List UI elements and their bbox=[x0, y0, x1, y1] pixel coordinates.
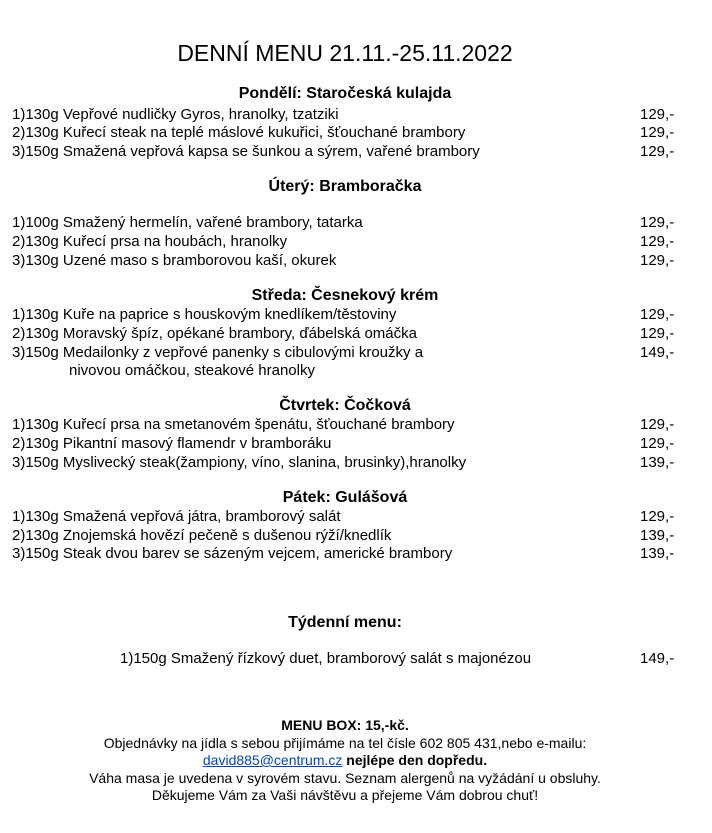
menu-item: 3)150g Medailonky z vepřové panenky s cibulovými kroužky a bbox=[12, 344, 424, 361]
email-note: nejlépe den dopředu. bbox=[342, 752, 488, 768]
menu-item: 2)130g Kuřecí steak na teplé máslové kukuřici, šťouchané brambory bbox=[12, 124, 466, 141]
menu-item: 1)130g Vepřové nudličky Gyros, hranolky, tzatziki bbox=[12, 106, 339, 123]
menu-item-price: 139,- bbox=[640, 545, 675, 562]
thanks-note: Děkujeme Vám za Vaši návštěvu a přejeme Vám dobrou chuť! bbox=[151, 787, 539, 803]
menu-item: 1)100g Smažený hermelín, vařené brambory, tatarka bbox=[12, 214, 363, 231]
email-line bbox=[0, 751, 690, 769]
menu-item: 3)130g Uzené maso s bramborovou kaší, okurek bbox=[12, 252, 337, 269]
weight-allergen-note: Váha masa je uvedena v syrovém stavu. Seznam alergenů na vyžádání u obsluhy. bbox=[89, 770, 601, 786]
menu-item-price: 129,- bbox=[640, 143, 675, 160]
menu-item: 2)130g Moravský špíz, opékané brambory, ďábelská omáčka bbox=[12, 325, 417, 342]
menu-item-price: 149,- bbox=[640, 344, 675, 361]
day-heading-monday: Pondělí: Staročeská kulajda bbox=[238, 85, 452, 102]
menu-title: DENNÍ MENU 21.11.-25.11.2022 bbox=[177, 40, 513, 66]
menu-item: 1)130g Kuřecí prsa na smetanovém špenátu, šťouchané brambory bbox=[12, 416, 455, 433]
menu-item: 3)150g Myslivecký steak(žampiony, víno, slanina, brusinky),hranolky bbox=[12, 454, 467, 471]
menu-item-price: 129,- bbox=[640, 124, 675, 141]
menu-item-continuation: nivovou omáčkou, steakové hranolky bbox=[69, 362, 315, 379]
menu-item-price: 129,- bbox=[640, 252, 675, 269]
email-link[interactable]: david885@centrum.cz bbox=[202, 752, 343, 768]
menu-item-price: 129,- bbox=[640, 508, 675, 525]
menu-item: 2)130g Pikantní masový flamendr v bramboráku bbox=[12, 435, 332, 452]
menu-item: 3)150g Smažená vepřová kapsa se šunkou a sýrem, vařené brambory bbox=[12, 143, 480, 160]
menu-item-price: 139,- bbox=[640, 454, 675, 471]
order-info: Objednávky na jídla s sebou přijímáme na tel čísle 602 805 431,nebo e-mailu: bbox=[103, 735, 587, 751]
menu-item-price: 129,- bbox=[640, 306, 675, 323]
menu-item: 3)150g Steak dvou barev se sázeným vejcem, americké brambory bbox=[12, 545, 453, 562]
menu-item-price: 129,- bbox=[640, 106, 675, 123]
menu-item-price: 129,- bbox=[640, 325, 675, 342]
menu-item-price: 139,- bbox=[640, 527, 675, 544]
menu-item: 2)130g Kuřecí prsa na houbách, hranolky bbox=[12, 233, 288, 250]
menu-item: 2)130g Znojemská hovězí pečeně s dušenou rýží/knedlík bbox=[12, 527, 392, 544]
weekly-menu-item: 1)150g Smažený řízkový duet, bramborový salát s majonézou bbox=[120, 650, 532, 667]
menu-item-price: 129,- bbox=[640, 233, 675, 250]
menu-box-note: MENU BOX: 15,-kč. bbox=[281, 717, 409, 733]
menu-item: 1)130g Smažená vepřová játra, bramborový salát bbox=[12, 508, 341, 525]
weekly-menu-heading: Týdenní menu: bbox=[288, 614, 402, 631]
day-heading-wednesday: Středa: Česnekový krém bbox=[251, 287, 439, 304]
weekly-menu-price: 149,- bbox=[640, 650, 675, 667]
day-heading-tuesday: Úterý: Bramboračka bbox=[268, 178, 422, 195]
day-heading-friday: Pátek: Gulášová bbox=[282, 489, 408, 506]
menu-item-price: 129,- bbox=[640, 214, 675, 231]
menu-item-price: 129,- bbox=[640, 435, 675, 452]
menu-item-price: 129,- bbox=[640, 416, 675, 433]
day-heading-thursday: Čtvrtek: Čočková bbox=[279, 397, 411, 414]
menu-item: 1)130g Kuře na paprice s houskovým knedlíkem/těstoviny bbox=[12, 306, 397, 323]
